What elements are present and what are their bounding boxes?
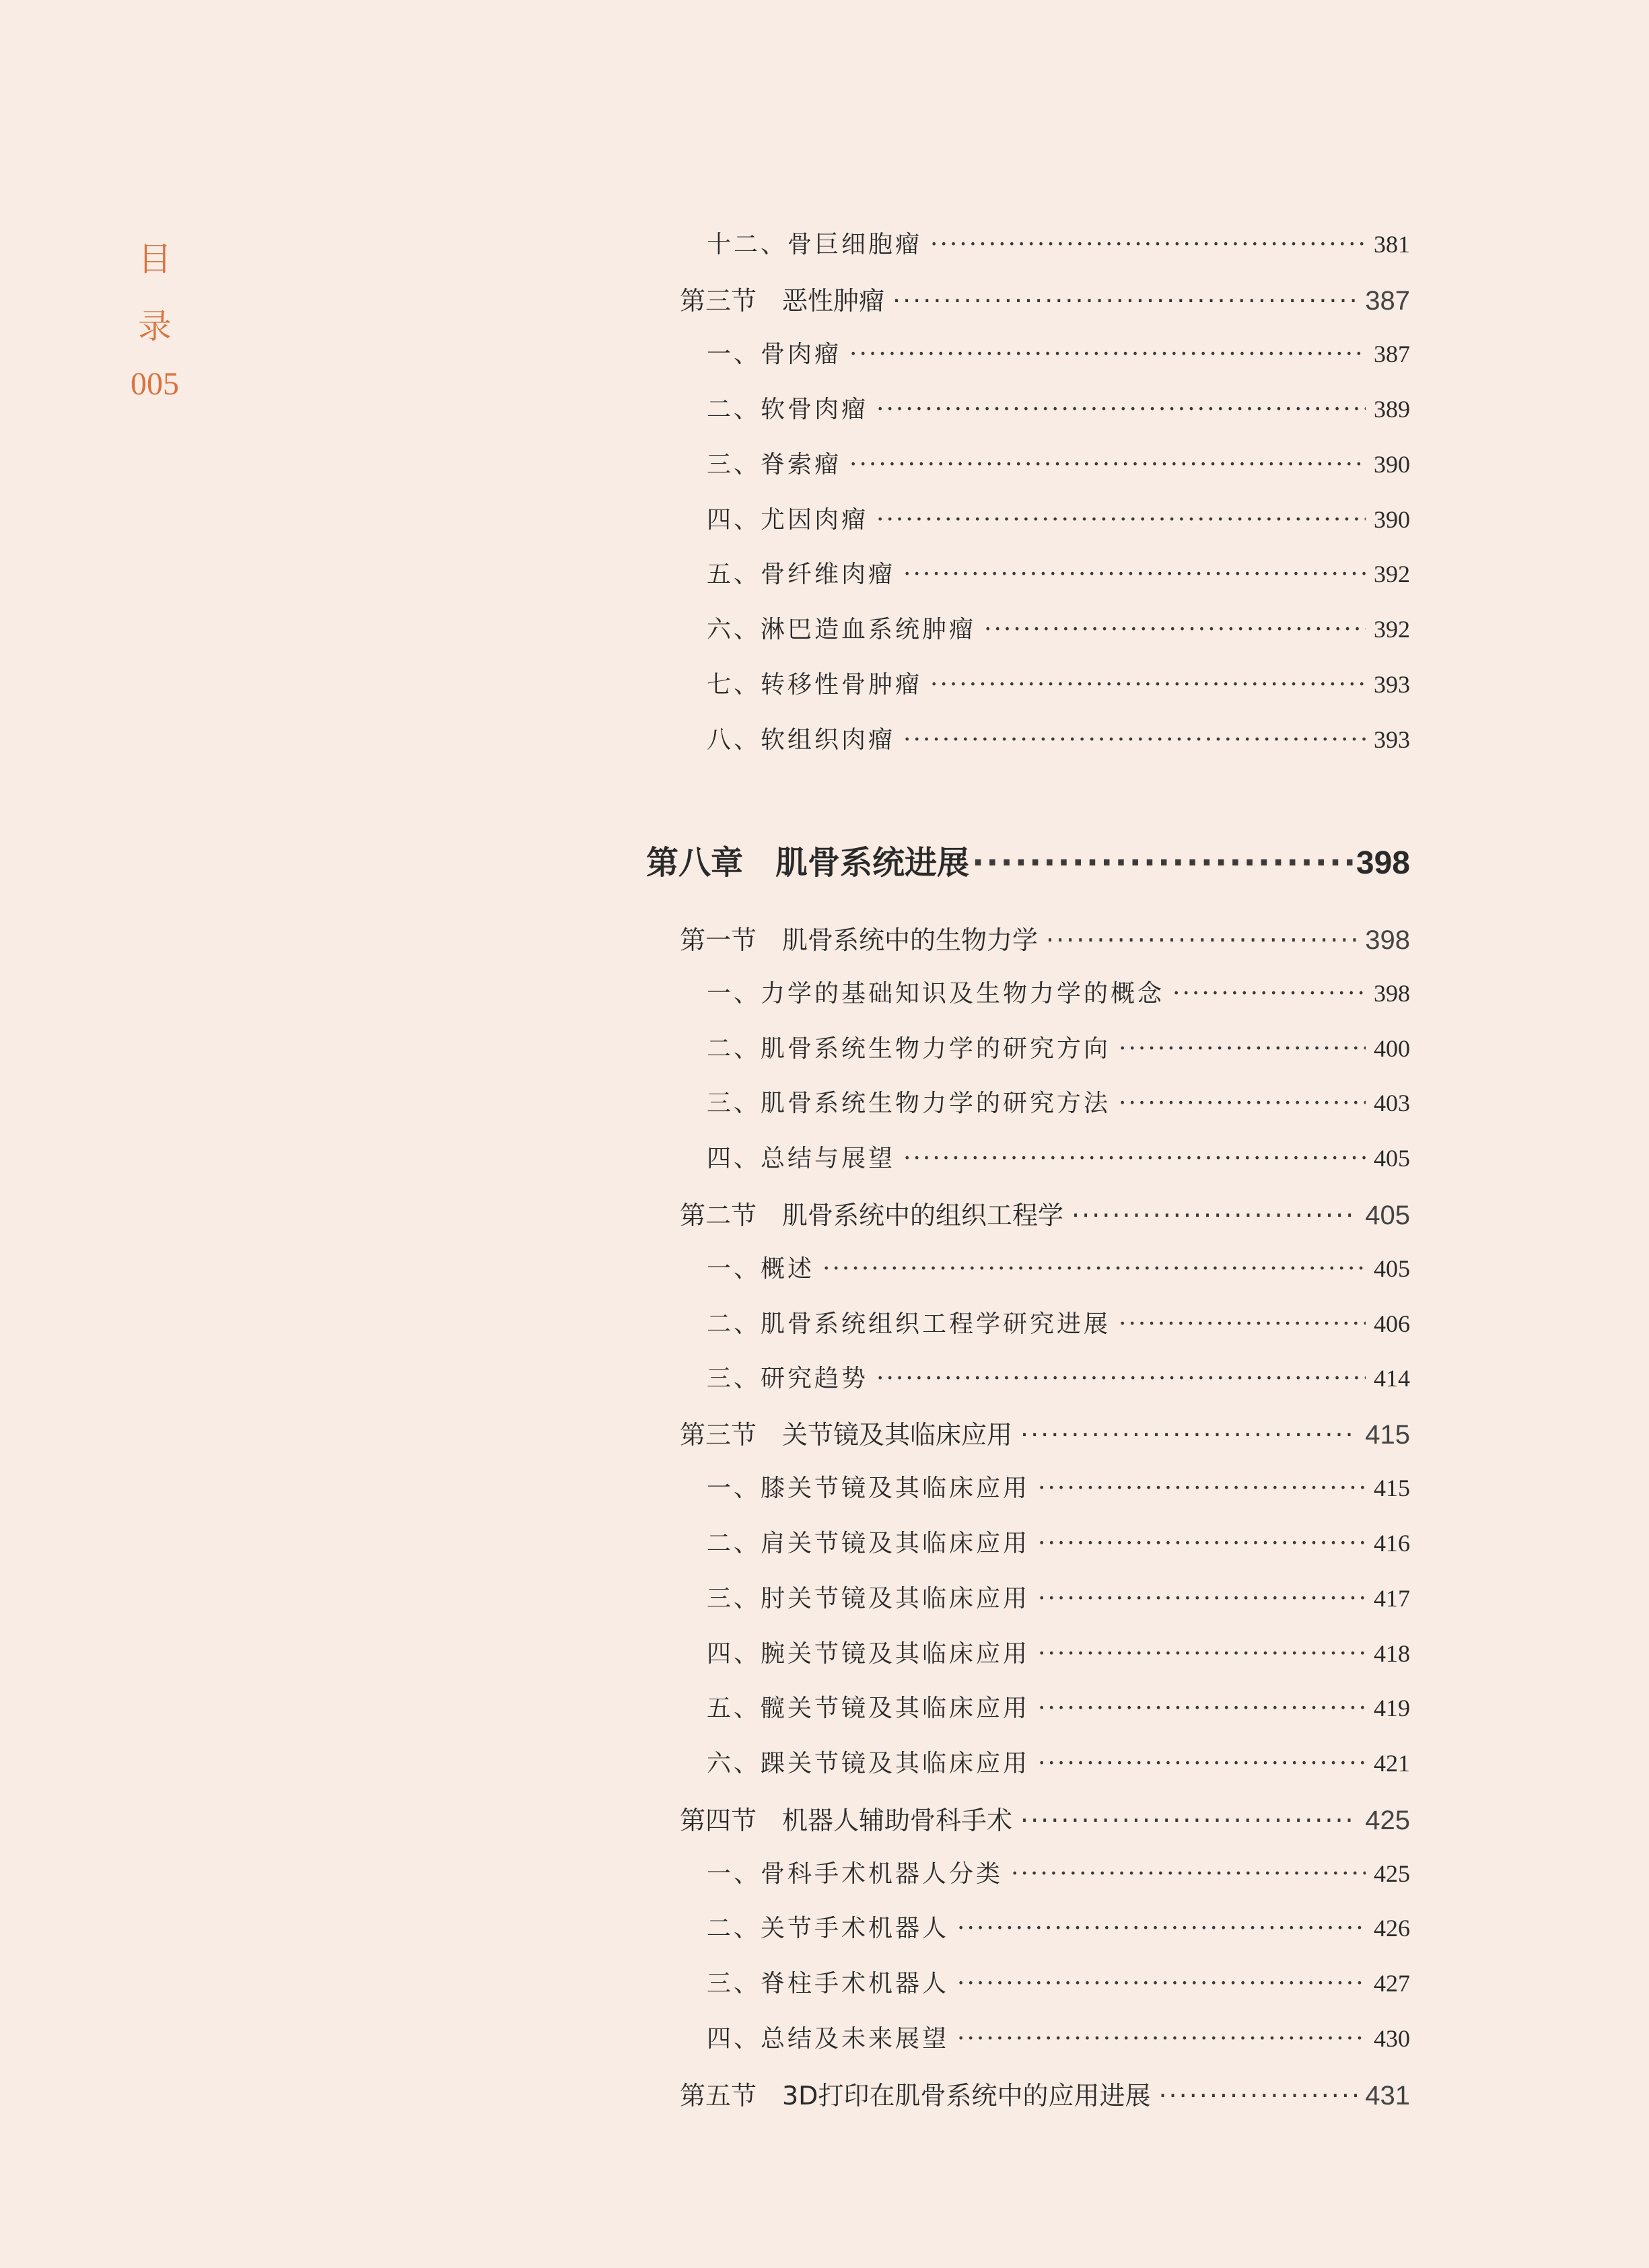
toc-item[interactable] (707, 721, 1410, 755)
toc-leader-dots (984, 616, 1366, 643)
toc-leader-dots (876, 1365, 1366, 1392)
toc-entry-label: 第三节 关节镜及其临床应用 (680, 1420, 1013, 1450)
toc-item[interactable] (707, 1744, 1410, 1779)
toc-section[interactable] (680, 1195, 1410, 1232)
toc-item[interactable] (707, 2020, 1410, 2054)
toc-entry-label: 第五节 3D打印在肌骨系统中的应用进展 (680, 2081, 1151, 2111)
toc-entry-page: 393 (1374, 671, 1410, 698)
toc-entry-label: 一、概述 (707, 1255, 815, 1283)
toc-entry-page: 390 (1374, 506, 1410, 533)
toc-leader-dots (822, 1255, 1366, 1283)
toc-entry-page: 425 (1374, 1860, 1410, 1887)
sidebar-char-1: 目 (138, 240, 172, 279)
toc-leader-dots (903, 561, 1366, 588)
toc-entry-page: 414 (1374, 1365, 1410, 1392)
toc-entry-page: 389 (1374, 396, 1410, 423)
toc-entry-label: 一、骨科手术机器人分类 (707, 1860, 1004, 1888)
toc-entry-label: 一、膝关节镜及其临床应用 (707, 1475, 1030, 1502)
toc-entry-label: 六、踝关节镜及其临床应用 (707, 1750, 1030, 1777)
toc-entry-page: 426 (1374, 1915, 1410, 1942)
toc-leader-dots (930, 671, 1366, 699)
toc-entry-label: 七、转移性骨肿瘤 (707, 671, 923, 699)
toc-entry-page: 390 (1374, 451, 1410, 478)
toc-entry-label: 三、肘关节镜及其临床应用 (707, 1585, 1030, 1613)
toc-item[interactable] (707, 974, 1410, 1009)
toc-entry-label: 一、骨肉瘤 (707, 341, 842, 368)
toc-leader-dots (1038, 1475, 1366, 1502)
toc-leader-dots (1038, 1640, 1366, 1668)
toc-item[interactable] (707, 1909, 1410, 1944)
toc-entry-label: 三、肌骨系统生物力学的研究方法 (707, 1090, 1111, 1117)
toc-entry-page: 392 (1374, 616, 1410, 643)
sidebar-char-2: 录 (138, 307, 172, 346)
toc-leader-dots (1020, 1420, 1357, 1450)
toc-section[interactable] (680, 2075, 1410, 2112)
toc-item[interactable] (707, 1855, 1410, 1889)
toc-entry-label: 二、肌骨系统生物力学的研究方向 (707, 1035, 1111, 1063)
toc-entry-page: 405 (1374, 1145, 1410, 1172)
toc-entry-label: 五、髋关节镜及其临床应用 (707, 1695, 1030, 1722)
toc-leader-dots (1020, 1806, 1357, 1835)
toc-entry-label: 第八章 肌骨系统进展 (646, 844, 970, 882)
toc-leader-dots (876, 396, 1366, 423)
toc-leader-dots (1011, 1860, 1366, 1888)
toc-entry-label: 第二节 肌骨系统中的组织工程学 (680, 1201, 1064, 1230)
toc-entry-page: 387 (1365, 286, 1410, 316)
toc-entry-label: 一、力学的基础知识及生物力学的概念 (707, 980, 1165, 1007)
toc-leader-dots (1172, 980, 1366, 1007)
toc-item[interactable] (707, 501, 1410, 535)
toc-item[interactable] (707, 1139, 1410, 1174)
toc-leader-dots (1038, 1695, 1366, 1722)
toc-entry-page: 425 (1365, 1806, 1410, 1835)
toc-entry-label: 四、总结及未来展望 (707, 2025, 950, 2053)
toc-entry-label: 第四节 机器人辅助骨科手术 (680, 1806, 1013, 1835)
toc-leader-dots (1038, 1530, 1366, 1557)
toc-item[interactable] (707, 610, 1410, 645)
toc-item[interactable] (707, 1030, 1410, 1064)
toc-item[interactable] (707, 1250, 1410, 1284)
toc-leader-dots (1119, 1035, 1366, 1063)
toc-entry-label: 第一节 肌骨系统中的生物力学 (680, 925, 1039, 955)
toc-leader-dots (849, 341, 1366, 368)
toc-leader-dots (1119, 1310, 1366, 1338)
toc-leader-dots (892, 286, 1357, 316)
page-number: 005 (131, 366, 179, 402)
toc-leader-dots (972, 844, 1354, 882)
toc-section[interactable] (680, 1800, 1410, 1837)
toc-entry-page: 419 (1374, 1695, 1410, 1722)
toc-entry-label: 三、脊索瘤 (707, 451, 842, 479)
toc-item[interactable] (707, 1524, 1410, 1559)
toc-leader-dots (1046, 925, 1357, 955)
toc-item[interactable] (707, 446, 1410, 480)
toc-entry-page: 398 (1356, 845, 1410, 881)
toc-section[interactable] (680, 280, 1410, 317)
toc-item[interactable] (707, 1084, 1410, 1119)
toc-entry-page: 430 (1374, 2025, 1410, 2052)
toc-entry-label: 四、腕关节镜及其临床应用 (707, 1640, 1030, 1668)
toc-leader-dots (1038, 1750, 1366, 1777)
toc-leader-dots (1119, 1090, 1366, 1117)
toc-leader-dots (903, 726, 1366, 754)
toc-entry-page: 405 (1374, 1255, 1410, 1282)
toc-entry-page: 403 (1374, 1090, 1410, 1117)
toc-entry-label: 二、肩关节镜及其临床应用 (707, 1530, 1030, 1557)
toc-leader-dots (1158, 2081, 1357, 2111)
toc-leader-dots (1038, 1585, 1366, 1613)
toc-entry-label: 八、软组织肉瘤 (707, 726, 896, 754)
toc-leader-dots (903, 1145, 1366, 1172)
toc-entry-page: 421 (1374, 1750, 1410, 1777)
toc-entry-page: 398 (1365, 925, 1410, 955)
toc-entry-page: 417 (1374, 1585, 1410, 1612)
toc-entry-label: 十二、骨巨细胞瘤 (707, 231, 923, 258)
toc-entry-page: 431 (1365, 2081, 1410, 2111)
toc-chapter[interactable] (646, 837, 1410, 883)
toc-entry-label: 三、研究趋势 (707, 1365, 869, 1392)
toc-item[interactable] (707, 1305, 1410, 1339)
toc-section[interactable] (680, 919, 1410, 956)
toc-entry-page: 392 (1374, 561, 1410, 588)
toc-entry-page: 405 (1365, 1201, 1410, 1230)
toc-item[interactable] (707, 1580, 1410, 1614)
toc-leader-dots (957, 1970, 1366, 1997)
toc-entry-label: 四、总结与展望 (707, 1145, 896, 1172)
toc-item[interactable] (707, 1689, 1410, 1724)
toc-entry-label: 二、肌骨系统组织工程学研究进展 (707, 1310, 1111, 1338)
toc-entry-page: 398 (1374, 980, 1410, 1007)
toc-section[interactable] (680, 1414, 1410, 1451)
toc-item[interactable] (707, 1964, 1410, 1999)
toc-entry-page: 406 (1374, 1310, 1410, 1337)
toc-entry-label: 二、关节手术机器人 (707, 1915, 950, 1942)
toc-leader-dots (957, 2025, 1366, 2053)
toc-item[interactable] (707, 666, 1410, 700)
toc-entry-page: 415 (1365, 1420, 1410, 1450)
toc-entry-label: 二、软骨肉瘤 (707, 396, 869, 423)
toc-leader-dots (930, 231, 1366, 258)
sidebar-heading (118, 225, 192, 402)
toc-item[interactable] (707, 390, 1410, 425)
toc-entry-page: 400 (1374, 1035, 1410, 1062)
toc-leader-dots (849, 451, 1366, 479)
toc-entry-page: 393 (1374, 726, 1410, 753)
toc-entry-label: 三、脊柱手术机器人 (707, 1970, 950, 1997)
toc-item[interactable] (707, 1469, 1410, 1503)
toc-entry-page: 418 (1374, 1640, 1410, 1667)
toc-entry-label: 六、淋巴造血系统肿瘤 (707, 616, 977, 643)
toc-entry-page: 381 (1374, 231, 1410, 258)
toc-item[interactable] (707, 225, 1410, 260)
toc-leader-dots (1072, 1201, 1357, 1230)
toc-leader-dots (957, 1915, 1366, 1942)
toc-item[interactable] (707, 555, 1410, 590)
toc-item[interactable] (707, 1359, 1410, 1394)
toc-entry-page: 415 (1374, 1475, 1410, 1501)
toc-leader-dots (876, 506, 1366, 534)
toc-entry-page: 416 (1374, 1530, 1410, 1557)
toc-entry-page: 387 (1374, 341, 1410, 367)
toc-item[interactable] (707, 1635, 1410, 1669)
toc-entry-label: 四、尤因肉瘤 (707, 506, 869, 534)
toc-entry-label: 第三节 恶性肿瘤 (680, 286, 885, 316)
toc-item[interactable] (707, 335, 1410, 369)
toc-entry-page: 427 (1374, 1970, 1410, 1997)
toc-entry-label: 五、骨纤维肉瘤 (707, 561, 896, 588)
